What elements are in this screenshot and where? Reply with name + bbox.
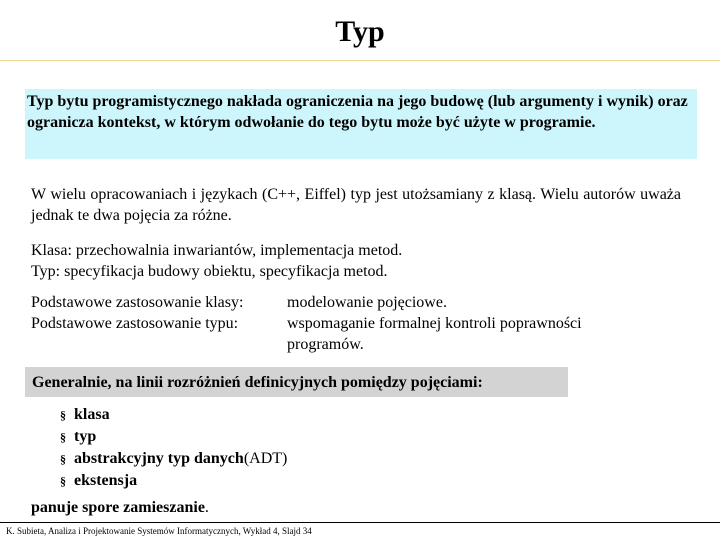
footer-citation: K. Subieta, Analiza i Projektowanie Systemów Informatycznych, Wykład 4, Slajd 34 xyxy=(6,526,312,536)
list-item xyxy=(60,448,287,470)
usage-typu-continuation: programów. xyxy=(287,336,364,353)
definition-text: Typ bytu programistycznego nakłada ograniczenia na jego budowę (lub argumenty i wynik) oraz ogranicza kontekst, w którym odwołanie do tego bytu może być użyte w programie. xyxy=(27,93,688,131)
klasa-desc: : przechowalnia inwariantów, implementacja metod. xyxy=(67,242,403,259)
list-item xyxy=(60,404,287,426)
list-item-text: abstrakcyjny typ danych xyxy=(74,450,244,467)
definition-box xyxy=(25,89,697,159)
list-item xyxy=(60,426,287,448)
paragraph-definitions xyxy=(31,240,402,282)
usage-typu-label: Podstawowe zastosowanie typu: xyxy=(31,315,239,332)
usage-klasy-label: Podstawowe zastosowanie klasy: xyxy=(31,294,244,311)
typ-line xyxy=(31,261,402,282)
paragraph-type-vs-class: W wielu opracowaniach i językach (C++, Eiffel) typ jest utożsamiany z klasą. Wielu autorów uważa jednak te dwa pojęcia za różne. xyxy=(31,186,681,224)
paragraph-usage xyxy=(31,292,582,355)
bullet-icon: § xyxy=(60,452,66,466)
usage-klasy-row xyxy=(31,292,582,313)
bullet-icon: § xyxy=(60,408,66,422)
klasa-line xyxy=(31,240,402,261)
list-item-text: ekstensja xyxy=(74,472,138,489)
footer-divider xyxy=(0,522,720,523)
typ-desc: : specyfikacja budowy obiektu, specyfikacja metod. xyxy=(55,263,388,280)
bullet-icon: § xyxy=(60,474,66,488)
closing-period: . xyxy=(204,499,209,516)
general-heading-box xyxy=(25,367,568,397)
list-item-text: typ xyxy=(74,428,97,445)
usage-typu-row xyxy=(31,313,582,334)
closing-line xyxy=(31,497,209,518)
title-divider xyxy=(0,60,720,61)
adt-abbreviation: (ADT) xyxy=(243,450,288,467)
usage-klasy-value: modelowanie pojęciowe. xyxy=(287,294,447,311)
slide-title: Typ xyxy=(335,15,385,48)
concept-list xyxy=(60,404,287,492)
klasa-term: Klasa xyxy=(31,242,68,259)
list-item xyxy=(60,470,287,492)
usage-typu-value: wspomaganie formalnej kontroli poprawności xyxy=(287,315,582,332)
closing-bold-text: panuje spore zamieszanie xyxy=(31,499,205,516)
general-heading: Generalnie, na linii rozróżnień definicyjnych pomiędzy pojęciami: xyxy=(32,374,483,391)
bullet-icon: § xyxy=(60,430,66,444)
typ-term: Typ xyxy=(31,263,56,280)
list-item-text: klasa xyxy=(74,406,110,423)
